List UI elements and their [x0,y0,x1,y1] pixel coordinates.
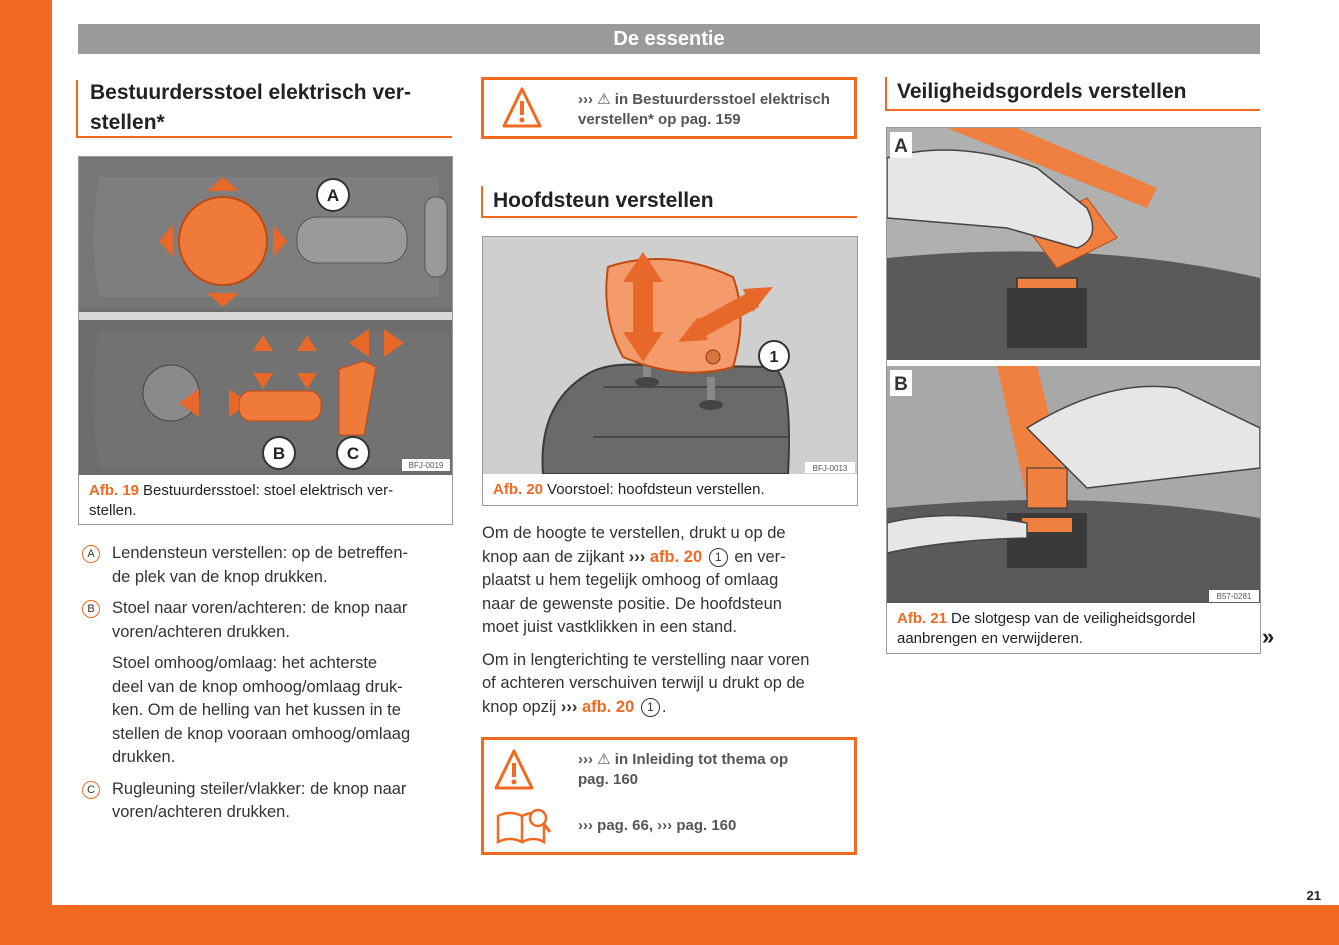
headrest-illustration [483,237,857,474]
title-accent-bar [76,80,78,138]
headrest-text [482,522,862,728]
badge-b: B [82,600,100,618]
book-magnifier-icon [494,806,552,846]
list-item: A Lendensteun verstellen: op de betreffen- de plek van de knop drukken. [80,542,460,589]
figure-19-caption: Afb. 19 Bestuurdersstoel: stoel elektrisch ver- stellen. [89,482,394,519]
figure-20-caption: Afb. 20 Voorstoel: hoofdsteun verstellen. [493,481,765,498]
badge-c: C [82,781,100,799]
warning-box-2 [481,737,857,855]
afb-20-link[interactable]: afb. 20 [649,547,703,566]
continue-arrow-icon: » [1262,624,1275,649]
driver-seat-list [80,542,460,833]
figure-21-caption: Afb. 21 De slotgesp van de veiligheidsgordel aanbrengen en verwijderen. [897,610,1196,647]
title-driver-seat: Bestuurdersstoel elektrisch ver- stellen* [78,78,452,138]
warning-triangle-icon [494,748,534,792]
warning-1-text[interactable]: ››› ⚠ in Bestuurdersstoel elektrisch verstellen* op pag. 159 [578,91,830,128]
badge-a: A [82,545,100,563]
svg-text:B: B [894,374,908,395]
svg-text:B57-0281: B57-0281 [1216,592,1252,601]
list-item: B Stoel naar voren/achteren: de knop naar voren/achteren drukken. [80,597,460,644]
small-warning-icon: ⚠ [597,751,611,768]
figure-20 [482,236,858,506]
section-header: De essentie [78,24,1260,54]
svg-text:BFJ-0019: BFJ-0019 [408,461,444,470]
svg-text:A: A [326,186,340,205]
svg-text:B: B [272,444,286,463]
title-seatbelts: Veiligheidsgordels verstellen [885,77,1260,111]
figure-21 [886,127,1261,654]
svg-text:A: A [894,136,908,157]
svg-text:BFJ-0013: BFJ-0013 [812,464,848,473]
paragraph-1: Om de hoogte te verstellen, drukt u op de knop aan de zijkant ››› afb. 20 1 en ver- plaatst u hem tegelijk omhoog of omlaag naar de gewenste positie. De hoofdsteun moet juist vastklikken in een stand. [482,524,786,636]
seatbelt-illustration [887,128,1260,603]
warning-box-1 [481,77,857,139]
afb-20-link[interactable]: afb. 20 [581,697,635,716]
svg-text:1: 1 [769,349,779,366]
page-number: 21 [1306,888,1321,903]
warning-triangle-icon [502,86,542,130]
title-headrest: Hoofdsteun verstellen [481,186,857,218]
warning-2-text[interactable]: ››› ⚠ in Inleiding tot thema op pag. 160 [578,751,789,788]
figure-19 [78,156,453,525]
list-item-extra: Stoel omhoog/omlaag: het achterste deel van de knop omhoog/omlaag druk- ken. Om de helling van het kussen in te stellen de knop vooraan omhoog/omlaag drukken. [112,654,411,766]
svg-text:C: C [346,444,360,463]
page-references[interactable]: ››› pag. 66, ››› pag. 160 [578,817,737,834]
list-item: C Rugleuning steiler/vlakker: de knop naar voren/achteren drukken. [80,778,460,825]
seat-controls-illustration [79,157,452,475]
paragraph-2: Om in lengterichting te verstelling naar voren of achteren verschuiven terwijl u drukt op de knop opzij ››› afb. 20 1 . [482,650,810,716]
small-warning-icon: ⚠ [597,91,611,108]
